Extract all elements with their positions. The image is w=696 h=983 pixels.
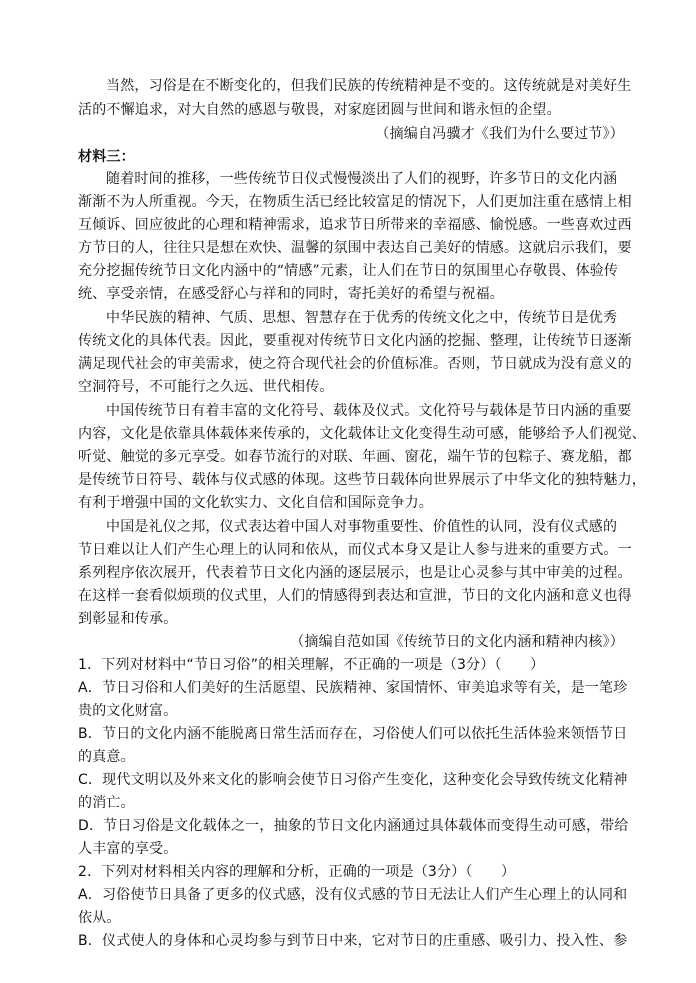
para3-line-4: 空洞符号，不可能行之久远、世代相传。 — [78, 379, 334, 395]
para4-line-2: 内容，文化是依靠具体载体来传承的，文化载体让文化变得生动可感，能够给予人们视觉、 — [78, 426, 646, 442]
para1-line-2: 活的不懈追求，对大自然的感恩与敬畏，对家庭团圆与世间和谐永恒的企望。 — [78, 102, 561, 118]
question-1-option-b-line-1: B．节日的文化内涵不能脱离日常生活而存在，习俗使人们可以依托生活体验来领悟节日 — [78, 726, 628, 742]
question-1-option-c-line-1: C．现代文明以及外来文化的影响会使节日习俗产生变化，这种变化会导致传统文化精神 — [78, 772, 628, 788]
question-2-option-a-line-1: A．习俗使节日具备了更多的仪式感，没有仪式感的节日无法让人们产生心理上的认同和 — [78, 887, 628, 903]
para4-line-3: 听觉、触觉的多元享受。如春节流行的对联、年画、窗花，端午节的包粽子、赛龙船，都 — [78, 449, 632, 465]
para5-line-5: 到彰显和传承。 — [78, 611, 178, 627]
question-1-option-c-line-2: 的消亡。 — [78, 795, 135, 811]
para5-line-4: 在这样一套看似烦琐的仪式里，人们的情感得到表达和宣泄，节日的文化内涵和意义也得 — [78, 588, 632, 604]
para2-line-4: 方节日的人，往往只是想在欢快、温馨的氛围中表达自己美好的情感。这就启示我们，要 — [78, 240, 632, 256]
source-citation-1: （摘编自冯骥才《我们为什么要过节》） — [375, 126, 624, 142]
para3-line-2: 传统文化的具体代表。因此，要重视对传统节日文化内涵的挖掘、整理，让传统节日逐渐 — [78, 333, 632, 349]
para2-line-5: 充分挖掘传统节日文化内涵中的“情感”元素，让人们在节日的氛围里心存敬畏、体验传 — [78, 263, 619, 279]
question-1-option-d-line-1: D．节日习俗是文化载体之一，抽象的节日文化内涵通过具体载体而变得生动可感，带给 — [78, 818, 629, 834]
question-1-option-a-line-2: 贵的文化财富。 — [78, 703, 178, 719]
question-1-option-d-line-2: 人丰富的享受。 — [78, 841, 178, 857]
para4-line-1: 中国传统节日有着丰富的文化符号、载体及仪式。文化符号与载体是节日内涵的重要 — [106, 403, 632, 419]
para5-line-3: 系列程序依次展开，代表着节日文化内涵的逐层展示，也是让心灵参与其中审美的过程。 — [78, 565, 632, 581]
question-2-stem: 2．下列对材料相关内容的理解和分析，正确的一项是（3分）（ ） — [78, 864, 516, 880]
para2-line-3: 互倾诉、回应彼此的心理和精神需求，追求节日所带来的幸福感、愉悦感。一些喜欢过西 — [78, 217, 632, 233]
question-1-stem: 1．下列对材料中“节日习俗”的相关理解，不正确的一项是（3分）（ ） — [78, 657, 545, 673]
question-2-option-a-line-2: 依从。 — [78, 910, 121, 926]
para2-line-2: 渐渐不为人所重视。今天，在物质生活已经比较富足的情况下，人们更加注重在感情上相 — [78, 194, 632, 210]
para4-line-4: 是传统节日符号、载体与仪式感的体现。这些节日载体向世界展示了中华文化的独特魅力， — [78, 472, 646, 488]
source-citation-2: （摘编自范如国《传统节日的文化内涵和精神内核》） — [290, 634, 624, 650]
para2-line-1: 随着时间的推移，一些传统节日仪式慢慢淡出了人们的视野，许多节日的文化内涵 — [106, 171, 618, 187]
para4-line-5: 有利于增强中国的文化软实力、文化自信和国际竞争力。 — [78, 495, 433, 511]
question-1-option-b-line-2: 的真意。 — [78, 749, 135, 765]
para3-line-1: 中华民族的精神、气质、思想、智慧存在于优秀的传统文化之中，传统节日是优秀 — [106, 310, 618, 326]
para1-line-1: 当然，习俗是在不断变化的，但我们民族的传统精神是不变的。这传统就是对美好生 — [106, 78, 632, 94]
para5-line-2: 节日难以让人们产生心理上的认同和依从，而仪式本身又是让人参与进来的重要方式。一 — [78, 542, 632, 558]
material-3-heading: 材料三： — [78, 149, 135, 165]
question-1-option-a-line-1: A．节日习俗和人们美好的生活愿望、民族精神、家国情怀、审美追求等有关，是一笔珍 — [78, 680, 628, 696]
para5-line-1: 中国是礼仪之邦，仪式表达着中国人对事物重要性、价值性的认同，没有仪式感的 — [106, 519, 618, 535]
para3-line-3: 满足现代社会的审美需求，使之符合现代社会的价值标准。否则，节日就成为没有意义的 — [78, 356, 632, 372]
para2-line-6: 统、享受亲情，在感受舒心与祥和的同时，寄托美好的希望与祝福。 — [78, 286, 504, 302]
question-2-option-b-line-1: B．仪式使人的身体和心灵均参与到节日中来，它对节日的庄重感、吸引力、投入性、参 — [78, 933, 628, 949]
